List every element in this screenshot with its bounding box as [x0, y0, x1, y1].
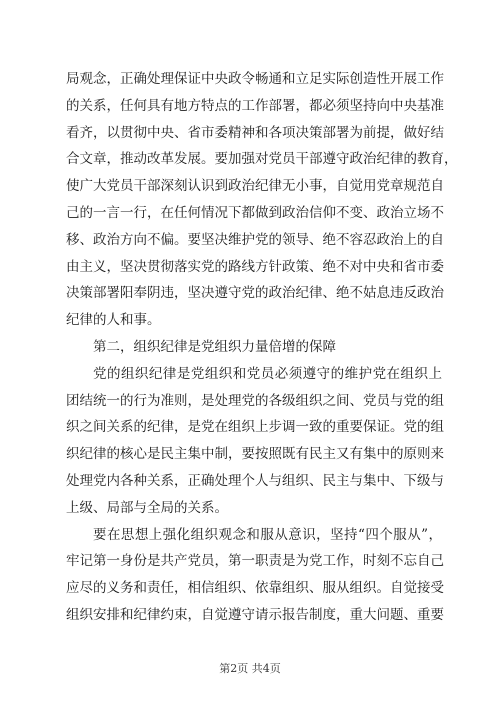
- section-heading: 第二，组织纪律是党组织力量倍增的保障: [93, 338, 336, 355]
- text-line: 上级、局部与全局的关系。: [66, 499, 228, 516]
- text-line: 织纪律的核心是民主集中制，要按照既有民主又有集中的原则来: [66, 446, 444, 463]
- text-line: 己的一言一行，在任何情况下都做到政治信仰不变、政治立场不: [66, 204, 444, 221]
- page-footer: 第2页 共4页: [219, 662, 281, 675]
- text-line: 织之间关系的纪律，是党在组织上步调一致的重要保证。党的组: [66, 419, 444, 436]
- text-line: 纪律的人和事。: [66, 312, 161, 329]
- text-line: 牢记第一身份是共产党员，第一职责是为党工作，时刻不忘自己: [66, 553, 444, 570]
- text-line: 党的组织纪律是党组织和党员必须遵守的维护党在组织上: [93, 365, 442, 382]
- text-line: 由主义，坚决贯彻落实党的路线方针政策、绝不对中央和省市委: [66, 258, 444, 275]
- text-line: 局观念，正确处理保证中央政令畅通和立足实际创造性开展工作: [66, 71, 444, 87]
- text-line: 团结统一的行为准则，是处理党的各级组织之间、党员与党的组: [66, 392, 444, 409]
- body-paragraph-1: [66, 66, 458, 334]
- body-paragraph-2: [66, 361, 442, 522]
- text-line: 决策部署阳奉阴违，坚决遵守党的政治纪律、绝不姑息违反政治: [66, 285, 444, 302]
- document-body: [66, 66, 458, 629]
- text-line: 看齐，以贯彻中央、省市委精神和各项决策部署为前提，做好结: [66, 124, 444, 141]
- text-line: 移、政治方向不偏。要坚决维护党的领导、绝不容忍政治上的自: [66, 231, 444, 248]
- text-line: 合文章，推动改革发展。要加强对党员干部遵守政治纪律的教育，: [66, 151, 458, 168]
- text-line: 使广大党员干部深刻认识到政治纪律无小事，自觉用党章规范自: [66, 178, 444, 195]
- body-paragraph-3: [66, 522, 442, 629]
- text-line: 要在思想上强化组织观念和服从意识，坚持“四个服从”，: [93, 526, 442, 543]
- text-line: 应尽的义务和责任，相信组织、依靠组织、服从组织。自觉接受: [66, 580, 444, 597]
- text-line: 组织安排和纪律约束，自觉遵守请示报告制度，重大问题、重要: [66, 606, 444, 623]
- text-line: 的关系，任何具有地方特点的工作部署，都必须坚持向中央基准: [66, 97, 444, 114]
- text-line: 处理党内各种关系，正确处理个人与组织、民主与集中、下级与: [66, 472, 444, 489]
